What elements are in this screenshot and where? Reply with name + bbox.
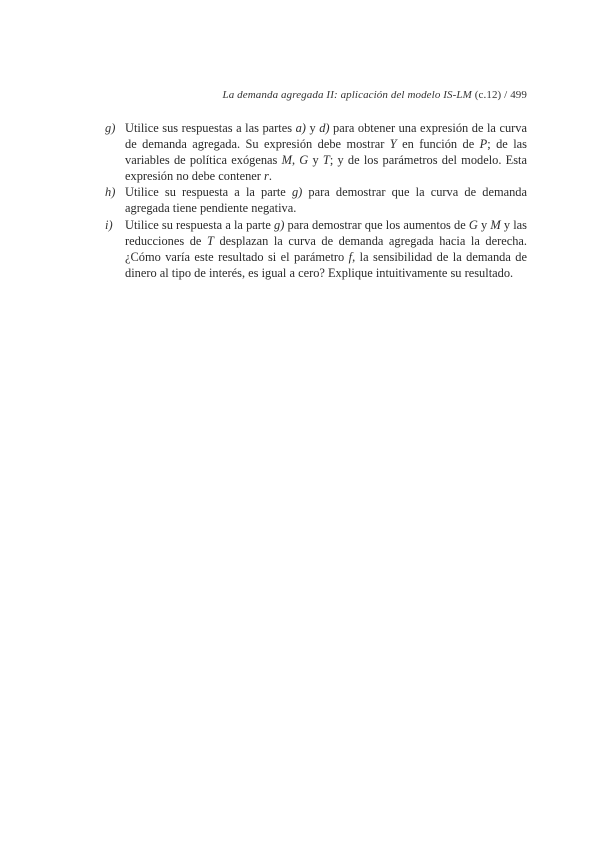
exercise-item xyxy=(105,217,527,281)
running-header-chapter: (c.12) xyxy=(474,89,502,101)
exercise-text xyxy=(125,184,527,216)
text-run: , xyxy=(291,153,300,168)
italic-term: r xyxy=(264,169,269,184)
text-run: para demostrar que los aumentos de xyxy=(284,217,469,232)
exercise-marker: g) xyxy=(105,121,116,135)
text-run: para obtener una expresión de la curva de demanda agregada. Su expresión debe mostrar xyxy=(125,121,527,152)
exercise-text xyxy=(125,217,527,281)
running-header-separator: / xyxy=(504,89,508,101)
text-run: , la sensibilidad de la demanda de dinero al tipo de interés, es igual a cero? Explique intuitivamente su resultado. xyxy=(125,249,527,280)
italic-term: M xyxy=(490,217,501,232)
text-run: y xyxy=(305,121,320,135)
italic-term: d) xyxy=(319,121,330,135)
italic-term: G xyxy=(468,217,478,232)
italic-term: P xyxy=(479,137,488,152)
text-run: desplazan la curva de demanda agregada hacia la derecha. ¿Cómo varía este resultado si el parámetro xyxy=(125,233,527,264)
page-number: 499 xyxy=(510,89,527,101)
text-run: Utilice su respuesta a la parte xyxy=(125,185,292,200)
italic-term: G xyxy=(299,153,309,168)
text-run: ; de las variables de política exógenas xyxy=(125,137,528,168)
exercise-item xyxy=(105,120,527,184)
italic-term: f xyxy=(348,249,353,264)
italic-term: g) xyxy=(291,185,303,200)
exercise-marker: h) xyxy=(105,185,116,200)
text-run: y xyxy=(308,153,323,168)
exercise-item xyxy=(105,184,527,216)
italic-term: a) xyxy=(295,121,306,135)
running-header xyxy=(222,89,527,101)
exercise-marker: i) xyxy=(105,217,113,232)
exercise-text xyxy=(125,120,527,184)
italic-term: g) xyxy=(274,217,285,232)
text-run: Utilice su respuesta a la parte xyxy=(125,217,275,232)
text-run: y xyxy=(477,217,491,232)
text-run: para demostrar que la curva de demanda agregada tiene pendiente negativa. xyxy=(125,185,527,216)
italic-term: Y xyxy=(389,137,397,152)
text-run: Utilice sus respuestas a las partes xyxy=(125,121,296,135)
italic-term: M xyxy=(281,153,292,168)
text-run: en función de xyxy=(396,137,480,152)
text-run: ; y de los parámetros del modelo. Esta expresión no debe contener xyxy=(125,153,528,184)
exercise-list xyxy=(105,120,527,281)
italic-term: T xyxy=(322,153,330,168)
text-run: . xyxy=(268,169,272,184)
running-header-title: La demanda agregada II: aplicación del modelo IS-LM xyxy=(222,89,472,101)
italic-term: T xyxy=(206,233,214,248)
text-run: y las reducciones de xyxy=(125,217,528,248)
